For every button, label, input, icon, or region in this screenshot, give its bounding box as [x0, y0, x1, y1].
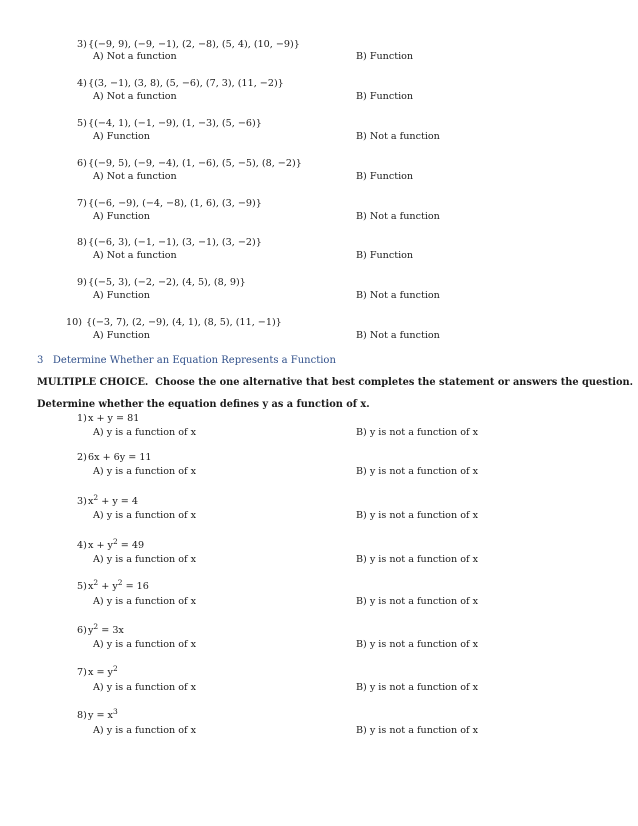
equation-part: x + y = 81 [88, 413, 140, 424]
choice-a: A) y is a function of x [93, 427, 196, 438]
question-number: 8) [77, 710, 87, 721]
question-number: 4) [77, 78, 87, 89]
equation-text [88, 706, 118, 721]
choice-a: A) y is a function of x [93, 639, 196, 650]
choice-b: B) Function [356, 91, 414, 102]
equation-part: = 16 [122, 581, 149, 592]
choice-a: A) y is a function of x [93, 510, 196, 521]
choice-b: B) y is not a function of x [356, 427, 478, 438]
equation-text [88, 492, 138, 507]
question-number: 5) [77, 118, 87, 129]
question-text: {(−9, 9), (−9, −1), (2, −8), (5, 4), (10, −9)} [88, 39, 300, 50]
equation-part: x + y [88, 540, 113, 551]
equation-text [88, 536, 145, 551]
question-number: 1) [77, 413, 87, 424]
exponent: 2 [117, 577, 123, 587]
equation-part: + y = 4 [98, 496, 138, 507]
choice-b: B) Function [356, 250, 414, 261]
choice-b: B) y is not a function of x [356, 725, 478, 736]
question-number: 6) [77, 625, 87, 636]
choice-b: B) Not a function [356, 330, 440, 341]
exponent: 2 [93, 492, 99, 502]
exponent: 2 [93, 621, 99, 631]
question-number: 10) [66, 317, 82, 328]
choice-a: A) y is a function of x [93, 596, 196, 607]
question-text: {(−5, 3), (−2, −2), (4, 5), (8, 9)} [88, 277, 246, 288]
equation-part: = 3x [98, 625, 124, 636]
question-number: 3) [77, 496, 87, 507]
question-text: {(−3, 7), (2, −9), (4, 1), (8, 5), (11, −1)} [86, 317, 282, 328]
equation-text [88, 577, 149, 592]
equation-part: = 49 [117, 540, 145, 551]
question-number: 8) [77, 237, 87, 248]
equation-part: x [88, 581, 94, 592]
section-title: 3 Determine Whether an Equation Represents a Function [37, 355, 336, 366]
choice-b: B) y is not a function of x [356, 554, 478, 565]
question-prompt: Determine whether the equation defines y as a function of x. [37, 399, 370, 410]
choice-a: A) y is a function of x [93, 725, 196, 736]
question-text: {(−9, 5), (−9, −4), (1, −6), (5, −5), (8, −2)} [88, 158, 302, 169]
exponent: 2 [93, 577, 99, 587]
choice-b: B) y is not a function of x [356, 682, 478, 693]
choice-a: A) Function [93, 290, 150, 301]
choice-a: A) Function [93, 211, 150, 222]
equation-text [88, 663, 118, 678]
choice-b: B) y is not a function of x [356, 596, 478, 607]
choice-a: A) Not a function [93, 91, 177, 102]
equation-part: x = y [88, 667, 113, 678]
choice-a: A) y is a function of x [93, 554, 196, 565]
choice-b: B) Not a function [356, 211, 440, 222]
choice-b: B) Function [356, 171, 414, 182]
question-number: 7) [77, 198, 87, 209]
question-text: {(−6, −9), (−4, −8), (1, 6), (3, −9)} [88, 198, 262, 209]
choice-a: A) Function [93, 330, 150, 341]
choice-a: A) y is a function of x [93, 682, 196, 693]
instructions-heading: MULTIPLE CHOICE. Choose the one alternative that best completes the statement or answers the question. [37, 377, 634, 388]
equation-part: y [88, 625, 94, 636]
choice-b: B) Not a function [356, 131, 440, 142]
equation-part: + y [98, 581, 118, 592]
equation-part: y = x [88, 710, 113, 721]
choice-b: B) y is not a function of x [356, 510, 478, 521]
question-text: {(−4, 1), (−1, −9), (1, −3), (5, −6)} [88, 118, 262, 129]
choice-b: B) y is not a function of x [356, 466, 478, 477]
question-number: 3) [77, 39, 87, 50]
exponent: 2 [112, 663, 118, 673]
question-number: 6) [77, 158, 87, 169]
exponent: 2 [112, 536, 118, 546]
question-number: 9) [77, 277, 87, 288]
equation-part: 6x + 6y = 11 [88, 452, 152, 463]
choice-a: A) y is a function of x [93, 466, 196, 477]
choice-a: A) Not a function [93, 250, 177, 261]
choice-b: B) Not a function [356, 290, 440, 301]
choice-b: B) y is not a function of x [356, 639, 478, 650]
choice-a: A) Not a function [93, 51, 177, 62]
choice-b: B) Function [356, 51, 414, 62]
question-number: 5) [77, 581, 87, 592]
question-number: 4) [77, 540, 87, 551]
equation-part: x [88, 496, 94, 507]
question-number: 7) [77, 667, 87, 678]
equation-text [88, 621, 124, 636]
exponent: 3 [112, 706, 118, 716]
question-number: 2) [77, 452, 87, 463]
question-text: {(−6, 3), (−1, −1), (3, −1), (3, −2)} [88, 237, 262, 248]
equation-text [88, 414, 139, 424]
choice-a: A) Not a function [93, 171, 177, 182]
question-text: {(3, −1), (3, 8), (5, −6), (7, 3), (11, −2)} [88, 78, 284, 89]
equation-text [88, 453, 152, 463]
choice-a: A) Function [93, 131, 150, 142]
